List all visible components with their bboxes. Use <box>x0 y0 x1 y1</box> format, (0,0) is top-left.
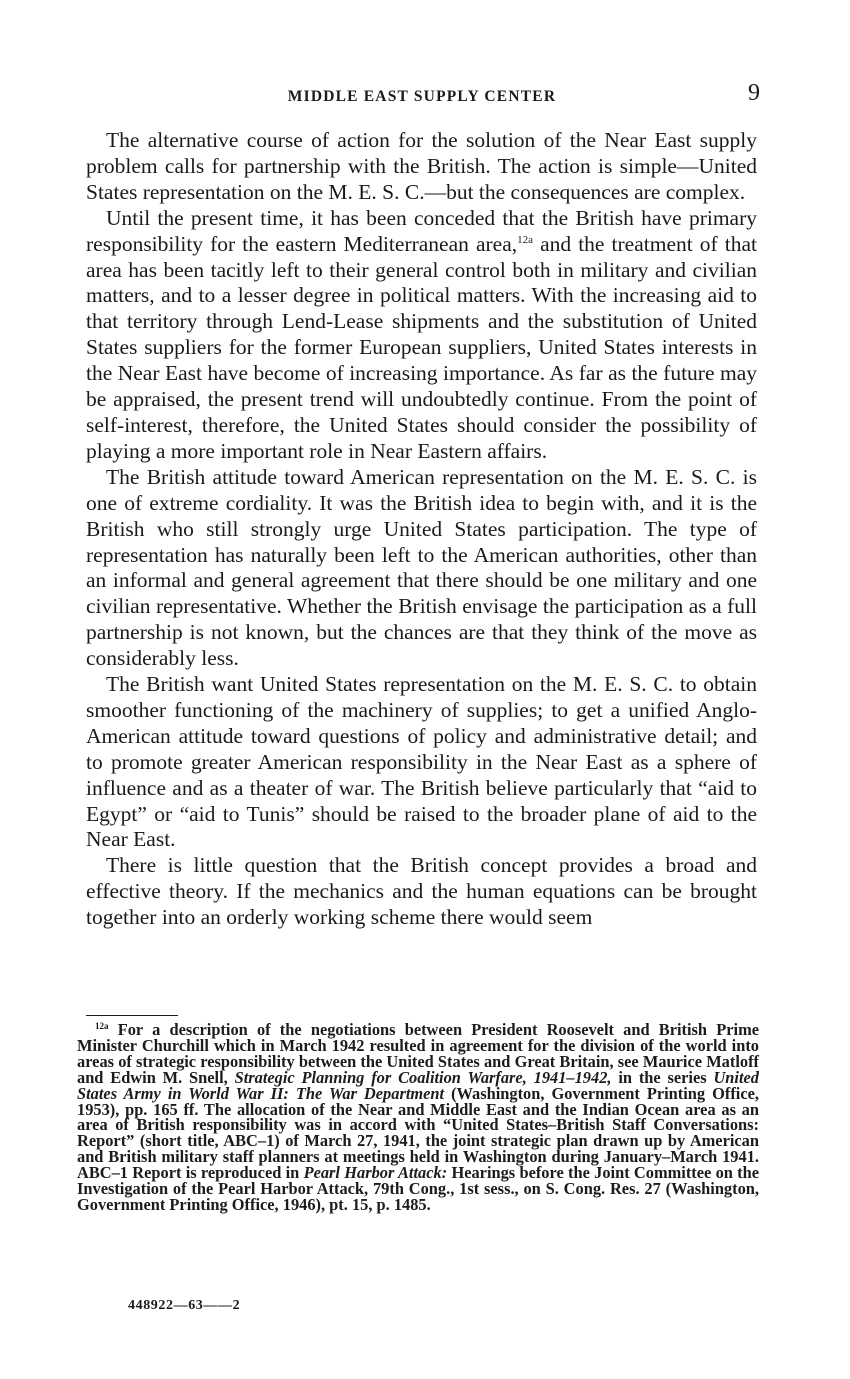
footnote-title: Pearl Harbor Attack: <box>303 1163 448 1183</box>
footnote-text: in the series <box>611 1067 714 1087</box>
paragraph: The alternative course of action for the solution of the Near East supply problem calls for partnership with the British. The action is simple—United States representation on the M. E. S. C.—but the consequences are complex. <box>86 128 757 204</box>
footnote <box>77 1022 759 1213</box>
footnote-reference: 12a <box>517 233 534 246</box>
running-title: MIDDLE EAST SUPPLY CENTER <box>287 88 557 105</box>
footnote-text: (Washington, Government Printing Office, 1953), pp. 165 ff. The allocation of the Near and Middle East and the Indian Ocean area as an area of British responsibility was in accord with “United States–British Staff Conversations: Report” (short title, ABC–1) of March 27, 1941, the joint strategic plan drawn up by American and British military staff planners at meetings held in Washington during January–March 1941. ABC–1 Report is reproduced in <box>77 1083 759 1183</box>
paragraph-text: and the treatment of that area has been tacitly left to their general control both in military and civilian matters, and to a lesser degree in political matters. With the increasing aid to that territory through Lend-Lease shipments and the substitution of United States suppliers for the former European suppliers, United States interests in the Near East have become of increasing importance. As far as the future may be appraised, the present trend will undoubtedly continue. From the point of self-interest, therefore, the United States should consider the possibility of playing a more important role in Near Eastern affairs. <box>86 231 757 463</box>
paragraph-text: Until the present time, it has been conceded that the British have primary responsibility for the eastern Mediterranean area, <box>86 205 757 256</box>
footnote-text: For a description of the negotiations between President Roosevelt and British Prime Minister Churchill which in March 1942 resulted in agreement for the division of the world into areas of strategic responsibility between the United States and Great Britain, see Maurice Matloff and Edwin M. Snell, <box>77 1020 759 1087</box>
page-number: 9 <box>748 80 760 106</box>
footnote-divider <box>86 1015 178 1016</box>
paragraph: There is little question that the British concept provides a broad and effective theory. If the mechanics and the human equations can be brought together into an orderly working scheme there would seem <box>86 853 757 930</box>
footnote-title: United States Army in World War II: The War Department <box>77 1067 759 1103</box>
paragraph: The British want United States representation on the M. E. S. C. to obtain smoother functioning of the machinery of supplies; to get a unified Anglo-American attitude toward questions of policy and administrative detail; and to promote greater American responsibility in the Near East as a sphere of influence and as a theater of war. The British believe particularly that “aid to Egypt” or “aid to Tunis” should be raised to the broader plane of aid to the Near East. <box>86 672 757 852</box>
paragraph: The British attitude toward American representation on the M. E. S. C. is one of extreme cordiality. It was the British idea to begin with, and it is the British who still strongly urge United States participation. The type of representation has naturally been left to the American authorities, other than an informal and general agreement that there should be one military and one civilian representative. Whether the British envisage the participation as a full partnership is not known, but the chances are that they think of the move as considerably less. <box>86 464 757 671</box>
printer-code: 448922—63——2 <box>128 1298 241 1313</box>
footnote-title: Strategic Planning for Coalition Warfare, 1941–1942, <box>234 1067 612 1087</box>
body-text <box>86 128 757 931</box>
running-head <box>86 80 760 112</box>
paragraph <box>86 206 757 465</box>
footnote-text: Hearings before the Joint Committee on the Investigation of the Pearl Harbor Attack, 79th Cong., 1st sess., on S. Cong. Res. 27 (Washington, Government Printing Office, 1946), pt. 15, p. 1485. <box>77 1163 759 1214</box>
footnote-marker: 12a <box>95 1021 109 1031</box>
